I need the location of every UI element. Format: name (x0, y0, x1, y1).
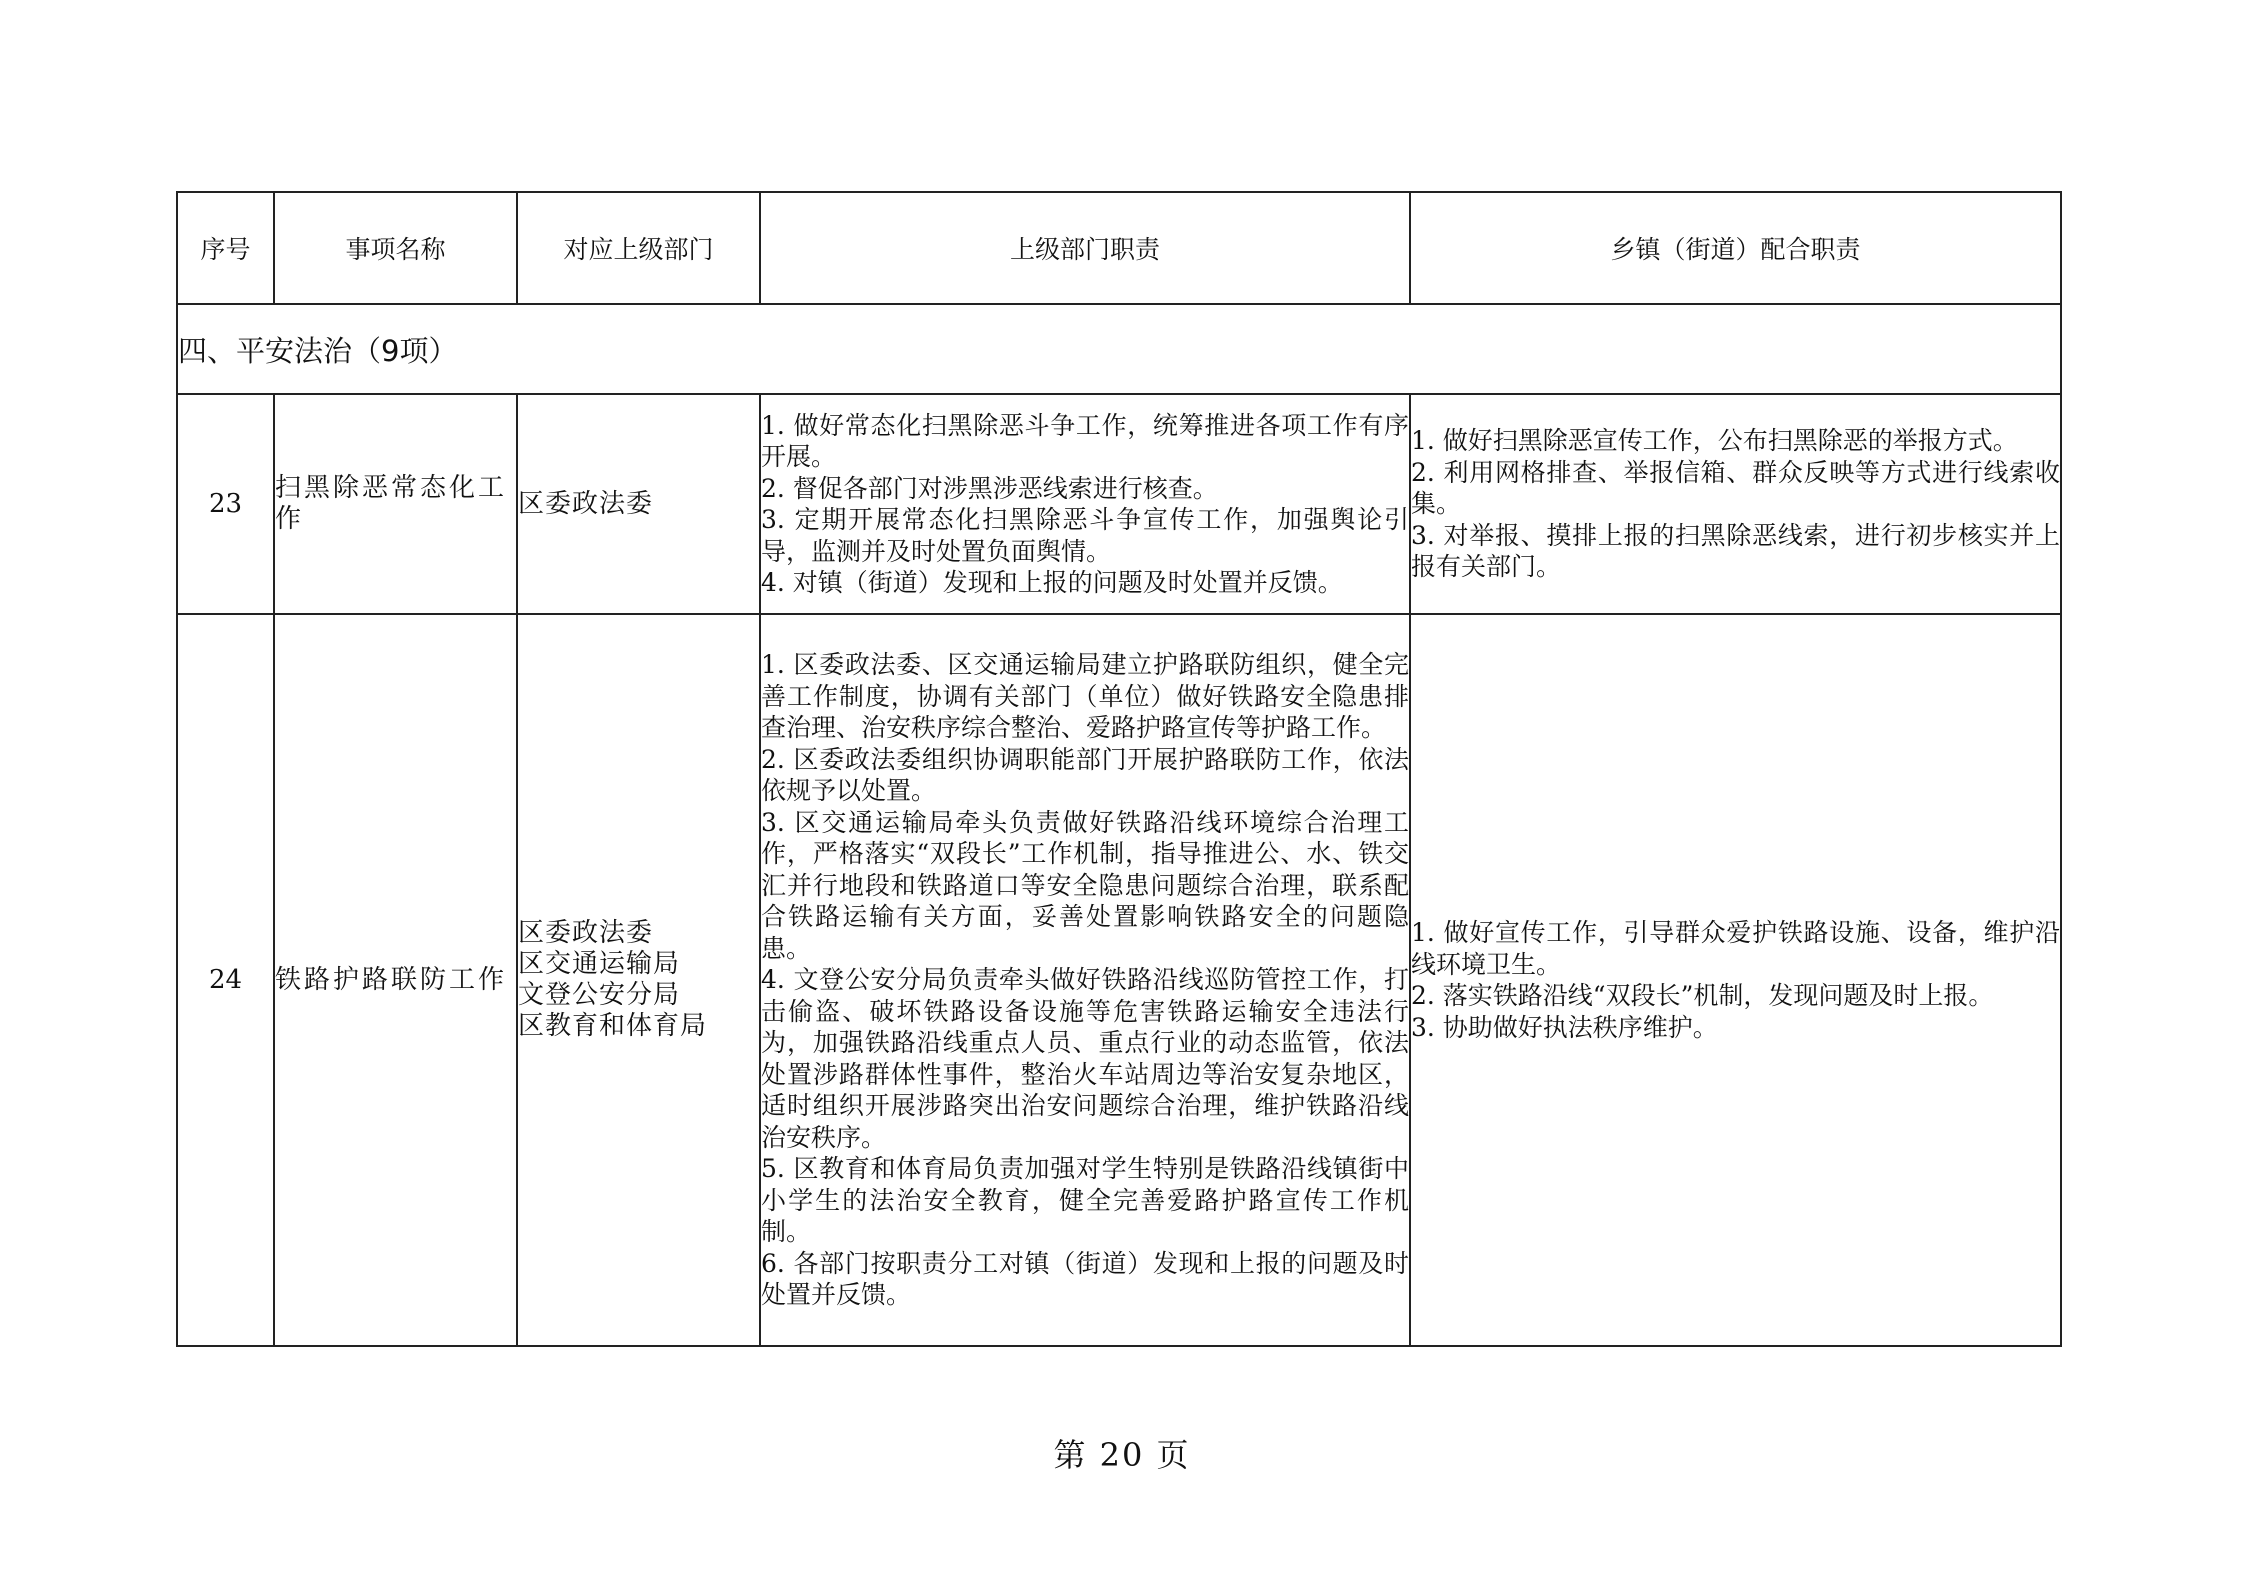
duty-line: 5. 区教育和体育局负责加强对学生特别是铁路沿线镇街中小学生的法治安全教育，健全完善爱路护路宣传工作机制。 (761, 1154, 1409, 1247)
duty-line: 3. 对举报、摸排上报的扫黑除恶线索，进行初步核实并上报有关部门。 (1411, 520, 2060, 582)
duty-line: 4. 文登公安分局负责牵头做好铁路沿线巡防管控工作，打击偷盗、破坏铁路设备设施等危害铁路运输安全违法行为，加强铁路沿线重点人员、重点行业的动态监管，依法处置涉路群体性事件，整治火车站周边等治安复杂地区，适时组织开展涉路突出治安问题综合治理，维护铁路沿线治安秩序。 (761, 965, 1409, 1152)
header-department: 对应上级部门 (517, 192, 760, 304)
department-line: 区交通运输局 (518, 949, 681, 979)
row-departments (517, 614, 760, 1346)
department-line: 区委政法委 (518, 488, 654, 519)
department-line: 文登公安分局 (518, 980, 681, 1010)
row-departments (517, 394, 760, 614)
duty-table (176, 191, 2062, 1347)
table-header-row (177, 192, 2061, 304)
duty-line: 4. 对镇（街道）发现和上报的问题及时处置并反馈。 (761, 568, 1343, 597)
duty-line: 2. 利用网格排查、举报信箱、群众反映等方式进行线索收集。 (1411, 457, 2060, 519)
row-upper-duties (760, 614, 1410, 1346)
duty-line: 1. 做好扫黑除恶宣传工作，公布扫黑除恶的举报方式。 (1411, 426, 2018, 456)
row-item-name: 扫黑除恶常态化工作 (274, 394, 517, 614)
duty-line: 3. 区交通运输局牵头负责做好铁路沿线环境综合治理工作，严格落实“双段长”工作机制，指导推进公、水、铁交汇并行地段和铁路道口等安全隐患问题综合治理，联系配合铁路运输有关方面，妥善处置影响铁路安全的问题隐患。 (761, 807, 1409, 963)
page-number: 第 20 页 (1053, 1436, 1191, 1474)
duty-line: 3. 定期开展常态化扫黑除恶斗争宣传工作，加强舆论引导，监测并及时处置负面舆情。 (761, 505, 1409, 566)
duty-line: 2. 落实铁路沿线“双段长”机制，发现问题及时上报。 (1411, 981, 1994, 1010)
table-row (177, 394, 2061, 614)
header-town-duties: 乡镇（街道）配合职责 (1410, 192, 2061, 304)
row-town-duties (1410, 614, 2061, 1346)
row-town-duties (1410, 394, 2061, 614)
table-row (177, 614, 2061, 1346)
row-number: 24 (177, 614, 274, 1346)
header-item-name: 事项名称 (274, 192, 517, 304)
row-number: 23 (177, 394, 274, 614)
duty-line: 3. 协助做好执法秩序维护。 (1411, 1012, 1718, 1042)
duty-line: 2. 区委政法委组织协调职能部门开展护路联防工作，依法依规予以处置。 (761, 744, 1409, 806)
department-line: 区委政法委 (518, 918, 654, 948)
department-line: 区教育和体育局 (518, 1011, 708, 1041)
duty-line: 2. 督促各部门对涉黑涉恶线索进行核查。 (761, 473, 1218, 503)
header-upper-duties: 上级部门职责 (760, 192, 1410, 304)
duty-line: 1. 做好宣传工作，引导群众爱护铁路设施、设备，维护沿线环境卫生。 (1411, 918, 2060, 979)
section-row (177, 304, 2061, 394)
duty-line: 6. 各部门按职责分工对镇（街道）发现和上报的问题及时处置并反馈。 (761, 1248, 1409, 1310)
row-item-name: 铁路护路联防工作 (274, 614, 517, 1346)
header-number: 序号 (177, 192, 274, 304)
duty-line: 1. 做好常态化扫黑除恶斗争工作，统筹推进各项工作有序开展。 (761, 410, 1409, 471)
section-title: 四、平安法治（9项） (177, 304, 2061, 394)
row-upper-duties (760, 394, 1410, 614)
duty-line: 1. 区委政法委、区交通运输局建立护路联防组织，健全完善工作制度，协调有关部门（单位）做好铁路安全隐患排查治理、治安秩序综合整治、爱路护路宣传等护路工作。 (761, 650, 1409, 743)
